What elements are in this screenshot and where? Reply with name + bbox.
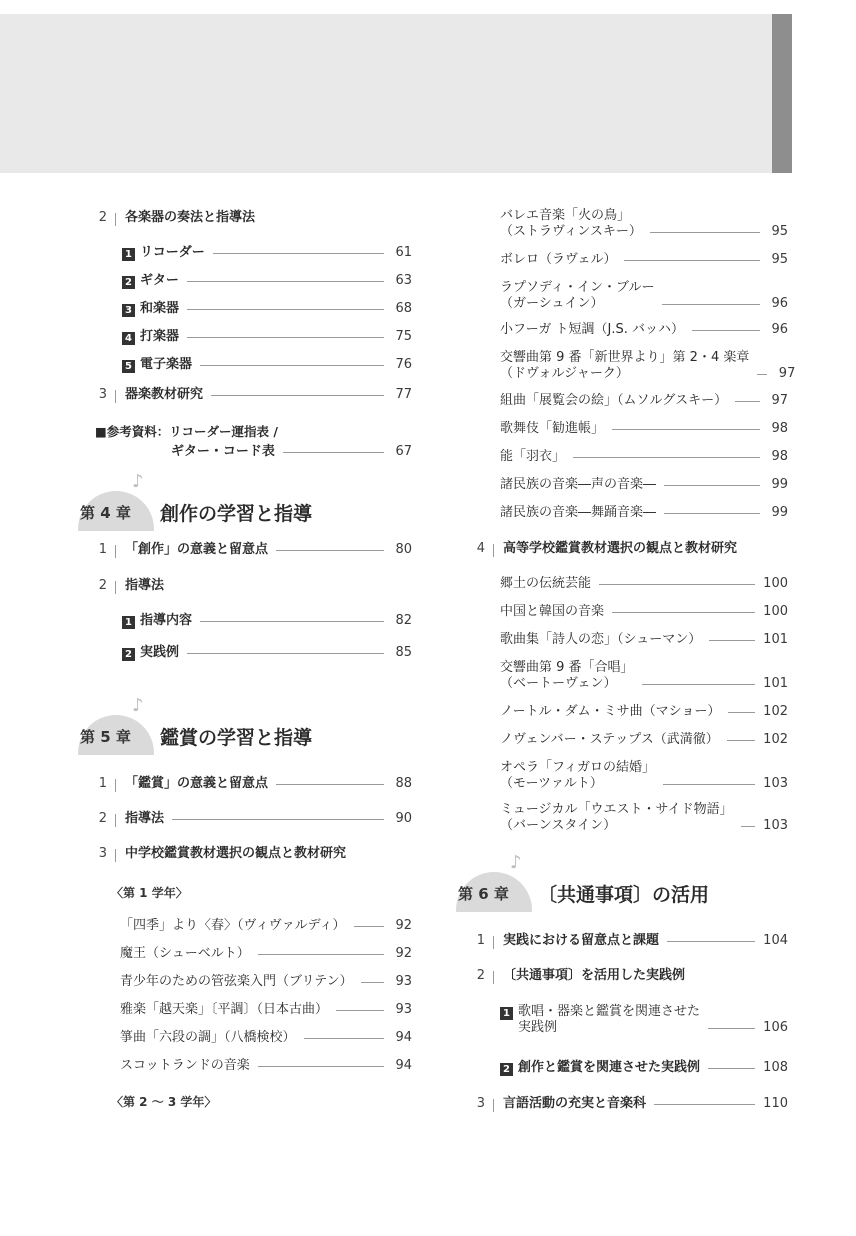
- dot-leader: [708, 1068, 755, 1069]
- toc-ch4-section-2[interactable]: 2 指導法: [98, 578, 165, 593]
- toc-work-entry[interactable]: 雅楽「越天楽」〔平調〕（日本古曲） 93: [120, 1002, 412, 1017]
- toc-work-entry[interactable]: ノヴェンバー・ステップス（武満徹） 102: [500, 732, 788, 747]
- toc-work-entry[interactable]: 交響曲第 9 番「新世界より」第 2・4 楽章 （ドヴォルジャーク） 97: [500, 350, 796, 381]
- dot-leader: [336, 1010, 384, 1011]
- chapter-label: 第 4 章: [80, 503, 131, 522]
- page-number: 99: [771, 505, 788, 520]
- toc-entry-percussion[interactable]: 4 打楽器 75: [122, 329, 412, 345]
- dot-leader: [276, 550, 384, 551]
- chapter-4-heading[interactable]: [80, 471, 313, 527]
- page-number: 63: [395, 273, 412, 288]
- dot-leader: [624, 260, 760, 261]
- page-number: 95: [771, 252, 788, 267]
- dot-leader: [741, 826, 756, 827]
- chapter-6-heading[interactable]: [458, 852, 710, 908]
- page-number: 108: [763, 1060, 788, 1075]
- dot-leader: [708, 1028, 755, 1029]
- dot-leader: [361, 982, 384, 983]
- dot-leader: [211, 395, 384, 396]
- dot-leader: [663, 784, 755, 785]
- grade-2-3-heading: 〈第 2 ～ 3 学年〉: [111, 1095, 217, 1109]
- dot-leader: [187, 653, 384, 654]
- page-number: 103: [763, 776, 788, 791]
- toc-entry-electronic[interactable]: 5 電子楽器 76: [122, 357, 412, 373]
- toc-work-entry[interactable]: ノートル・ダム・ミサ曲（マショー） 102: [500, 704, 788, 719]
- toc-work-entry[interactable]: 組曲「展覧会の絵」（ムソルグスキー） 97: [500, 393, 788, 408]
- page-number: 76: [395, 357, 412, 372]
- page-number: 96: [771, 322, 788, 337]
- toc-work-entry[interactable]: スコットランドの音楽 94: [120, 1058, 412, 1073]
- toc-work-entry[interactable]: オペラ「フィガロの結婚」 （モーツァルト） 103: [500, 760, 788, 791]
- dot-leader: [757, 374, 767, 375]
- chapter-label: 第 5 章: [80, 727, 131, 746]
- toc-work-entry[interactable]: 中国と韓国の音楽 100: [500, 604, 788, 619]
- page-number: 85: [395, 645, 412, 660]
- toc-ch4-section-1[interactable]: 1 「創作」の意義と留意点 80: [98, 542, 412, 557]
- dot-leader: [276, 784, 384, 785]
- chapter-label: 第 6 章: [458, 884, 509, 903]
- dot-leader: [612, 429, 760, 430]
- page-number: 110: [763, 1096, 788, 1111]
- toc-work-entry[interactable]: 諸民族の音楽―声の音楽― 99: [500, 477, 788, 492]
- page-number: 75: [395, 329, 412, 344]
- dot-leader: [213, 253, 384, 254]
- toc-work-entry[interactable]: 能「羽衣」 98: [500, 449, 788, 464]
- page-number: 93: [395, 974, 412, 989]
- toc-section-2[interactable]: 2 各楽器の奏法と指導法: [98, 210, 256, 225]
- toc-title: 各楽器の奏法と指導法: [125, 210, 256, 225]
- dot-leader: [258, 954, 384, 955]
- toc-work-entry[interactable]: 歌曲集「詩人の恋」（シューマン） 101: [500, 632, 788, 647]
- dot-leader: [692, 330, 760, 331]
- page-number: 80: [395, 542, 412, 557]
- toc-entry-singing-instrumental[interactable]: 1 歌唱・器楽と鑑賞を関連させた 実践例 106: [500, 1004, 788, 1036]
- dot-leader: [664, 485, 760, 486]
- toc-work-entry[interactable]: 「四季」より〈春〉（ヴィヴァルディ） 92: [120, 918, 412, 933]
- page-number: 88: [395, 776, 412, 791]
- toc-reference-material[interactable]: ■参考資料：リコーダー運指表 / ギター・コード表 67: [95, 424, 412, 459]
- toc-work-entry[interactable]: 青少年のための管弦楽入門（ブリテン） 93: [120, 974, 412, 989]
- dot-leader: [172, 819, 384, 820]
- page-number: 94: [395, 1058, 412, 1073]
- toc-work-entry[interactable]: 交響曲第 9 番「合唱」 （ベートーヴェン） 101: [500, 660, 788, 691]
- toc-ch5-section-1[interactable]: 1 「鑑賞」の意義と留意点 88: [98, 776, 412, 791]
- toc-work-entry[interactable]: 歌舞伎「勧進帳」 98: [500, 421, 788, 436]
- toc-ch6-section-2[interactable]: 2 〔共通事項〕を活用した実践例: [476, 968, 686, 983]
- page-number: 93: [395, 1002, 412, 1017]
- dot-leader: [573, 457, 760, 458]
- toc-work-entry[interactable]: 箏曲「六段の調」（八橋検校） 94: [120, 1030, 412, 1045]
- toc-entry-japanese-instruments[interactable]: 3 和楽器 68: [122, 301, 412, 317]
- page-number: 97: [778, 366, 796, 381]
- page-number: 103: [763, 818, 788, 833]
- chapter-5-heading[interactable]: [80, 695, 313, 751]
- toc-entry-guitar[interactable]: 2 ギター 63: [122, 273, 412, 289]
- dot-leader: [187, 281, 384, 282]
- music-note-icon: ♪: [132, 695, 144, 716]
- page-number: 68: [395, 301, 412, 316]
- page-number: 99: [771, 477, 788, 492]
- toc-section-4[interactable]: 4 高等学校鑑賞教材選択の観点と教材研究: [476, 541, 738, 556]
- music-note-icon: ♪: [132, 471, 144, 492]
- dot-leader: [642, 684, 756, 685]
- page-number: 102: [763, 732, 788, 747]
- dot-leader: [187, 337, 384, 338]
- dot-leader: [650, 232, 760, 233]
- dot-leader: [727, 740, 755, 741]
- toc-work-entry[interactable]: 小フーガ ト短調（J.S. バッハ） 96: [500, 322, 788, 337]
- dot-leader: [200, 621, 384, 622]
- toc-work-entry[interactable]: バレエ音楽「火の鳥」 （ストラヴィンスキー） 95: [500, 208, 788, 239]
- chapter-title: 〔共通事項〕の活用: [538, 883, 710, 906]
- toc-ch6-section-1[interactable]: 1 実践における留意点と課題 104: [476, 933, 788, 948]
- chapter-title: 鑑賞の学習と指導: [160, 726, 313, 749]
- page-number: 96: [771, 296, 788, 311]
- page-number: 101: [763, 676, 788, 691]
- dot-leader: [304, 1038, 384, 1039]
- dot-leader: [662, 304, 760, 305]
- page-number: 98: [771, 449, 788, 464]
- page-number: 90: [395, 811, 412, 826]
- toc-ch5-section-2[interactable]: 2 指導法 90: [98, 811, 412, 826]
- toc-entry-practice-example[interactable]: 2 実践例 85: [122, 645, 412, 661]
- dot-leader: [283, 452, 384, 453]
- header-tab: [772, 14, 792, 173]
- dot-leader: [187, 309, 384, 310]
- dot-leader: [599, 584, 755, 585]
- page-number: 100: [763, 576, 788, 591]
- dot-leader: [709, 640, 755, 641]
- page-number: 67: [395, 444, 412, 459]
- page-number: 95: [771, 224, 788, 239]
- page-number: 104: [763, 933, 788, 948]
- page-number: 100: [763, 604, 788, 619]
- dot-leader: [654, 1104, 755, 1105]
- chapter-title: 創作の学習と指導: [160, 502, 313, 525]
- header-band: [0, 14, 772, 173]
- dot-leader: [258, 1066, 384, 1067]
- toc-work-entry[interactable]: ラプソディ・イン・ブルー （ガーシュイン） 96: [500, 280, 788, 311]
- dot-leader: [735, 401, 760, 402]
- toc-entry-teaching-content[interactable]: 1 指導内容 82: [122, 613, 412, 629]
- dot-leader: [354, 926, 384, 927]
- dot-leader: [664, 513, 760, 514]
- dot-leader: [200, 365, 384, 366]
- music-note-icon: ♪: [510, 852, 522, 873]
- page-number: 94: [395, 1030, 412, 1045]
- page-number: 101: [763, 632, 788, 647]
- page-number: 92: [395, 918, 412, 933]
- page-number: 61: [395, 245, 412, 260]
- toc-ch6-section-3[interactable]: 3 言語活動の充実と音楽科 110: [476, 1096, 788, 1111]
- toc-work-entry[interactable]: 郷土の伝統芸能 100: [500, 576, 788, 591]
- page-number: 102: [763, 704, 788, 719]
- page-number: 106: [763, 1020, 788, 1035]
- grade-1-heading: 〈第 1 学年〉: [111, 886, 188, 900]
- toc-work-entry[interactable]: ボレロ（ラヴェル） 95: [500, 252, 788, 267]
- page-number: 92: [395, 946, 412, 961]
- page-number: 77: [395, 387, 412, 402]
- toc-entry-recorder[interactable]: 1 リコーダー 61: [122, 245, 412, 261]
- page-number: 82: [395, 613, 412, 628]
- toc-work-entry[interactable]: 魔王（シューベルト） 92: [120, 946, 412, 961]
- toc-entry-creation-appreciation[interactable]: 2 創作と鑑賞を関連させた実践例 108: [500, 1060, 788, 1076]
- page-number: 98: [771, 421, 788, 436]
- dot-leader: [728, 712, 755, 713]
- toc-section-3[interactable]: 3 器楽教材研究 77: [98, 387, 412, 402]
- toc-ch5-section-3[interactable]: 3 中学校鑑賞教材選択の観点と教材研究: [98, 846, 347, 861]
- toc-work-entry[interactable]: 諸民族の音楽―舞踊音楽― 99: [500, 505, 788, 520]
- dot-leader: [612, 612, 755, 613]
- toc-work-entry[interactable]: ミュージカル「ウエスト・サイド物語」 （バーンスタイン） 103: [500, 802, 788, 833]
- dot-leader: [667, 941, 755, 942]
- page-number: 97: [771, 393, 788, 408]
